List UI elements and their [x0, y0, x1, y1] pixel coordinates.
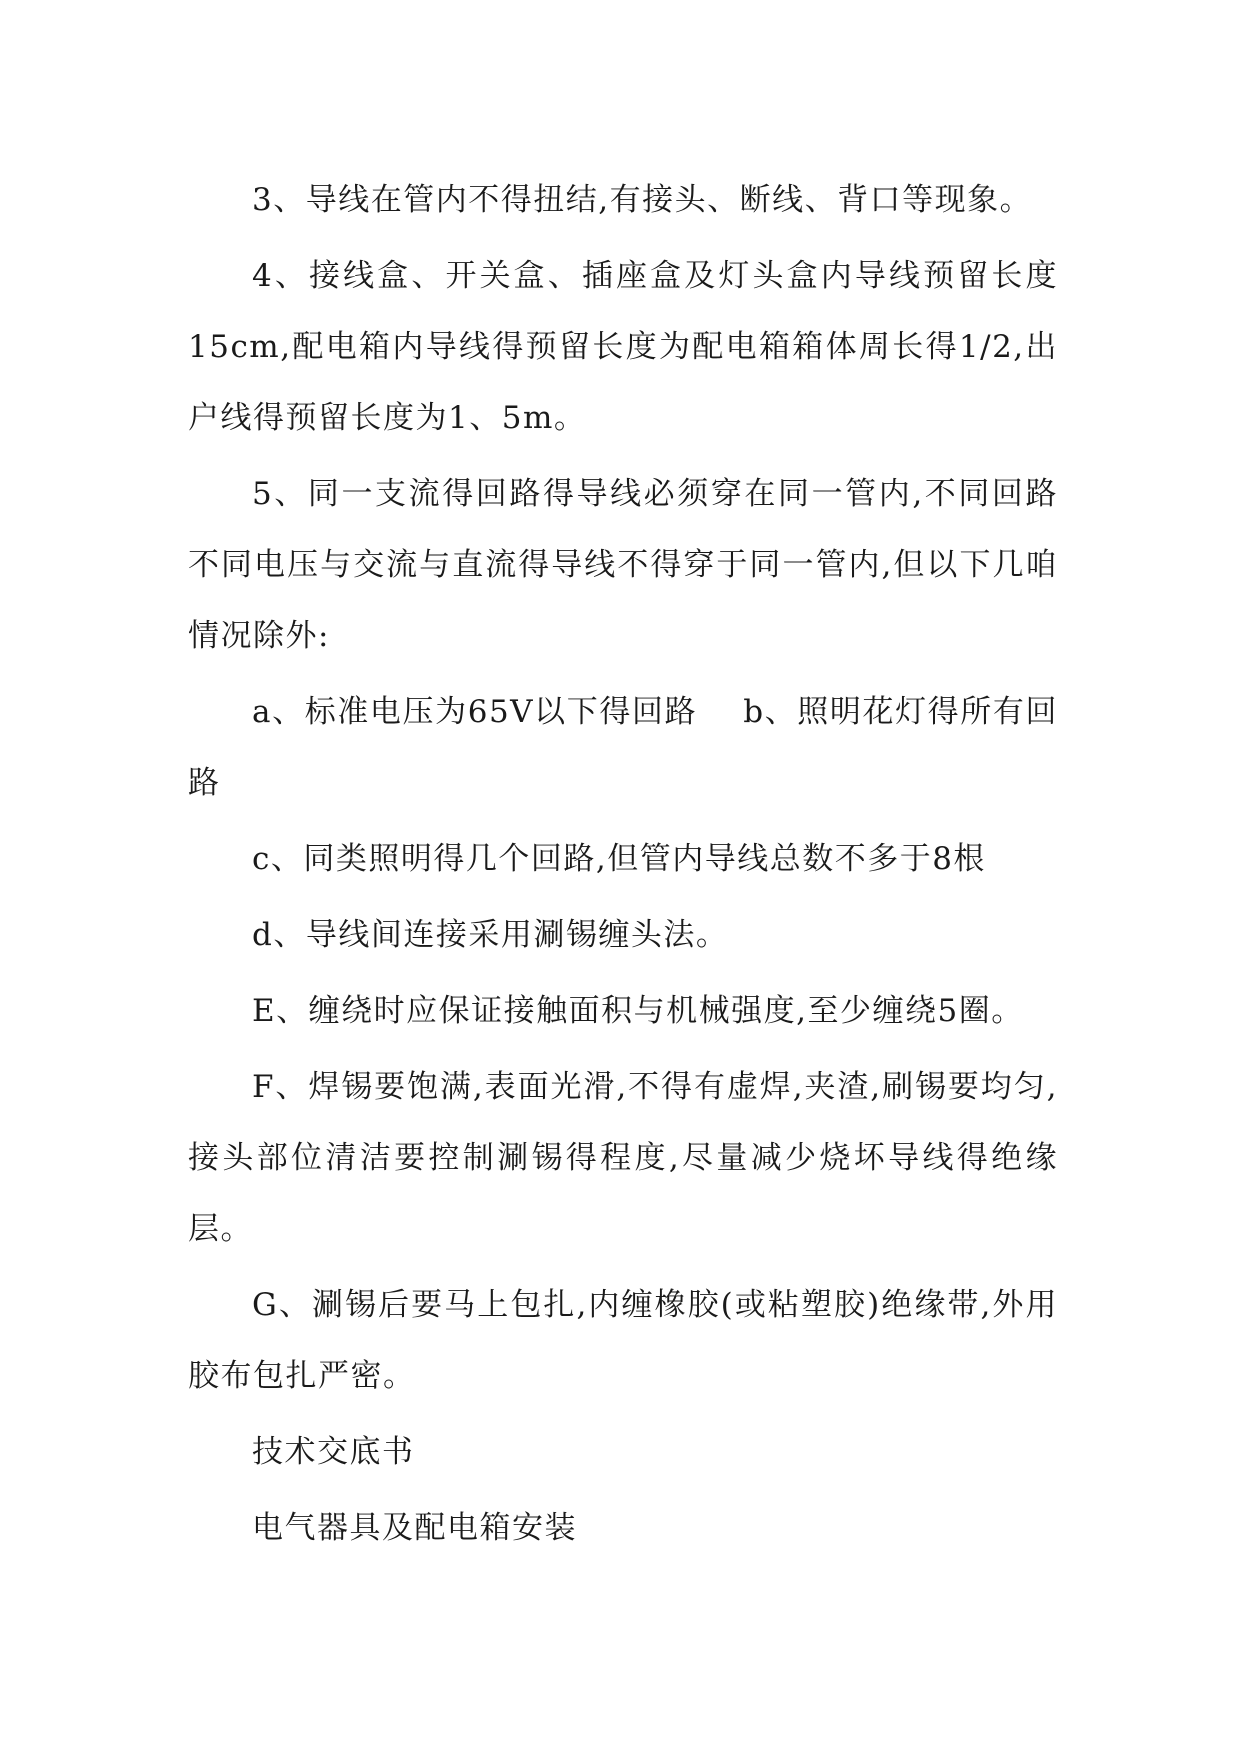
paragraph-f: F、焊锡要饱满,表面光滑,不得有虚焊,夹渣,刷锡要均匀,接头部位清洁要控制涮锡得程度,尽量减少烧坏导线得绝缘层。: [188, 1069, 1058, 1247]
paragraph-3: 3、导线在管内不得扭结,有接头、断线、背口等现象。: [252, 182, 1033, 218]
document-body: [188, 165, 1058, 1569]
paragraph-5: 5、同一支流得回路得导线必须穿在同一管内,不同回路不同电压与交流与直流得导线不得穿于同一管内,但以下几咱情况除外:: [188, 476, 1058, 654]
paragraph-e: E、缠绕时应保证接触面积与机械强度,至少缠绕5圈。: [252, 993, 1024, 1029]
item-b: b、照明花灯得所有回路: [188, 694, 1058, 801]
paragraph-c: c、同类照明得几个回路,但管内导线总数不多于8根: [252, 841, 986, 877]
item-a: a、标准电压为65V以下得回路: [252, 694, 698, 730]
paragraph-d: d、导线间连接采用涮锡缠头法。: [252, 917, 729, 953]
heading-technical-briefing: 技术交底书: [252, 1434, 415, 1470]
heading-electrical-installation: 电气器具及配电箱安装: [252, 1510, 577, 1546]
paragraph-a-b: [188, 677, 1058, 819]
paragraph-4: 4、接线盒、开关盒、插座盒及灯头盒内导线预留长度15cm,配电箱内导线得预留长度为配电箱箱体周长得1/2,出户线得预留长度为1、5m。: [188, 258, 1058, 436]
paragraph-g: G、涮锡后要马上包扎,内缠橡胶(或粘塑胶)绝缘带,外用胶布包扎严密。: [188, 1287, 1058, 1394]
